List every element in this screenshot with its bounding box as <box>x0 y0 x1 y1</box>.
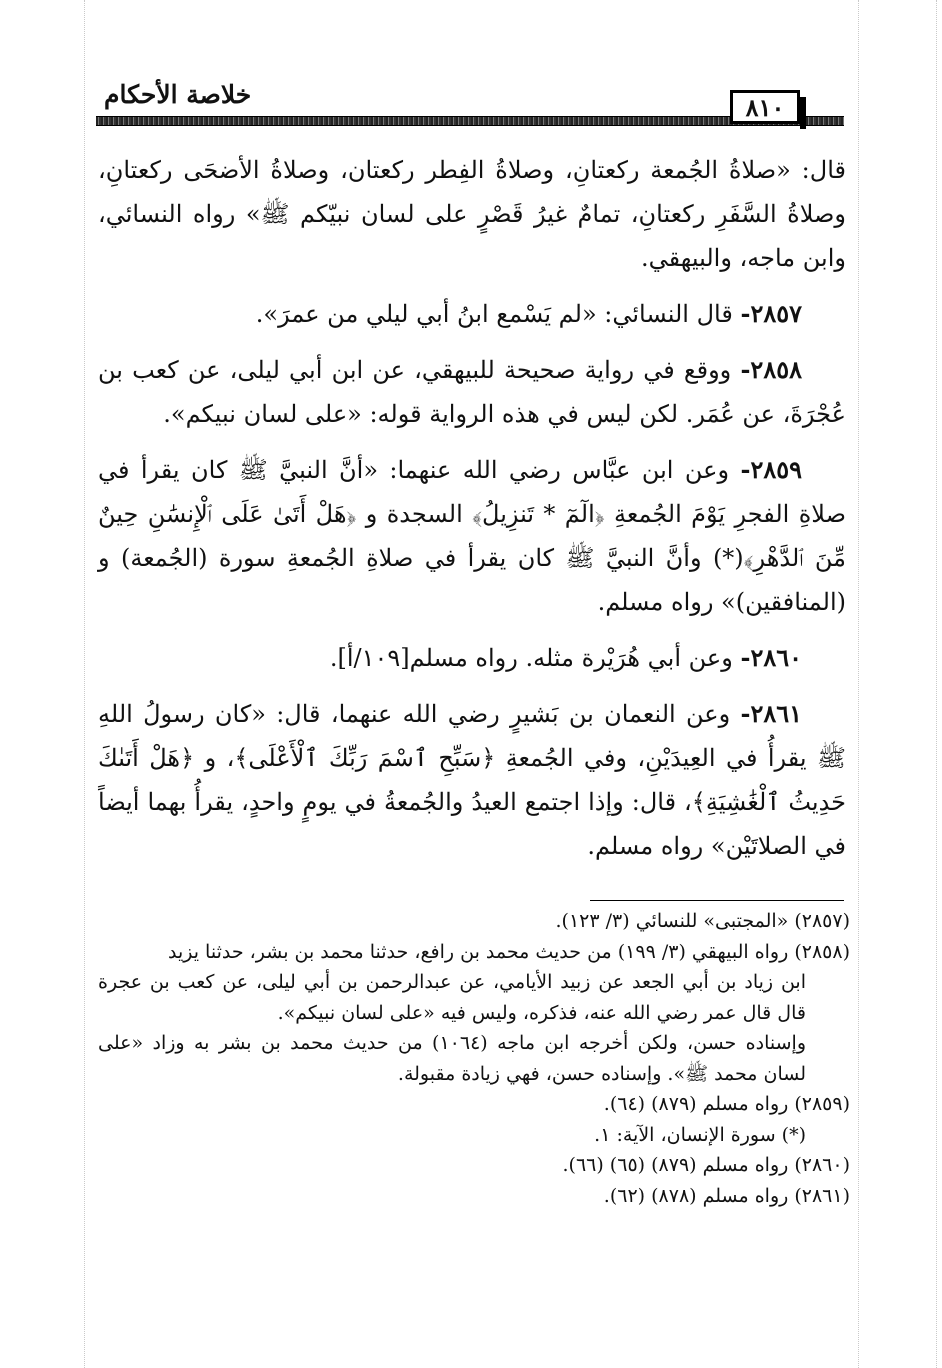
paragraph-text: وعن ابن عبَّاس رضي الله عنهما: «أنَّ النبيَّ ﷺ كان يقرأ في صلاةِ الفجرِ يَوْمَ الجُمعةِ ﴿الٓمٓ * تَنزِيلُ﴾ السجدة و ﴿هَلْ أَتَىٰ عَلَى ٱلْإِنسَٰنِ حِينٌ مِّنَ ٱلدَّهْرِ﴾(*) وأنَّ النبيَّ ﷺ كان يقرأ في صلاةِ الجُمعةِ سورة (الجُمعة) و (المنافقين)» رواه مسلم. <box>98 456 846 616</box>
paragraph-text: قال النسائي: «لم يَسْمع ابنُ أبي ليلي من عمرَ». <box>255 300 733 328</box>
page-number-box <box>730 90 800 124</box>
scan-artifact-line <box>84 0 85 1368</box>
footnote: (٢٨٥٩) رواه مسلم (٨٧٩) (٦٤). <box>603 1093 850 1115</box>
hadith-number: ٢٨٦١- <box>740 699 802 728</box>
hadith-paragraph <box>98 448 846 624</box>
hadith-paragraph <box>98 692 846 868</box>
page-number: ٨١٠ <box>745 92 785 122</box>
hadith-number: ٢٨٥٨- <box>740 355 802 384</box>
paragraph-text: ووقع في رواية صحيحة للبيهقي، عن ابن أبي ليلى، عن كعب بن عُجْرَةَ، عن عُمَر. لكن ليس في هذه الرواية قوله: «على لسان نبيكم». <box>98 356 846 428</box>
footnote: (٢٨٦١) رواه مسلم (٨٧٨) (٦٢). <box>603 1184 850 1207</box>
page-header <box>96 70 844 130</box>
hadith-number: ٢٨٦٠- <box>740 643 802 672</box>
hadith-number: ٢٨٥٩- <box>740 455 802 484</box>
footnote: (٢٨٥٨) رواه البيهقي (٣/ ١٩٩) من حديث محمد بن رافع، حدثنا محمد بن بشر، حدثنا يزيد <box>167 940 850 963</box>
main-text <box>98 148 846 880</box>
footnotes <box>98 906 850 1211</box>
footnote: (٢٨٦٠) رواه مسلم (٨٧٩) (٦٥) (٦٦). <box>562 1154 850 1176</box>
footnote-separator <box>590 900 844 901</box>
footnote: (٢٨٥٧) «المجتبى» للنسائي (٣/ ١٢٣). <box>555 910 850 932</box>
paragraph-text: قال: «صلاةُ الجُمعة ركعتانِ، وصلاةُ الفِطر ركعتان، وصلاةُ الأضحَى ركعتانِ، وصلاةُ السَّفَرِ ركعتانِ، تمامٌ غيرُ قَصْرٍ على لسان نبيّكم ﷺ» رواه النسائي، وابن ماجه، والبيهقي. <box>98 156 847 272</box>
scan-artifact-line <box>858 0 859 1368</box>
footnote-continuation: ابن زياد بن أبي الجعد عن زبيد الأيامي، عن عبدالرحمن بن أبي ليلى، عن كعب بن عجرة قال قال عمر رضي الله عنه، فذكره، وليس فيه «على لسان نبيكم». <box>98 971 806 1024</box>
footnote-star: (*) سورة الإنسان، الآية: ١. <box>594 1123 806 1146</box>
footnote-continuation: وإسناده حسن، ولكن أخرجه ابن ماجه (١٠٦٤) من حديث محمد بن بشر به وزاد «على لسان محمد ﷺ». وإسناده حسن، فهي زيادة مقبولة. <box>98 1032 806 1085</box>
paragraph-text: وعن أبي هُرَيْرة مثله. رواه مسلم[١٠٩/أ]. <box>329 644 733 672</box>
scan-artifact-line <box>936 0 937 1368</box>
running-title: خلاصة الأحكام <box>104 80 252 109</box>
hadith-paragraph <box>98 292 846 336</box>
page-number-shadow <box>800 97 806 129</box>
hadith-paragraph <box>98 636 846 680</box>
hadith-paragraph <box>98 148 846 280</box>
hadith-number: ٢٨٥٧- <box>740 299 802 328</box>
hadith-paragraph <box>98 348 846 436</box>
paragraph-text: وعن النعمان بن بَشيرٍ رضي الله عنهما، قال: «كان رسولُ اللهِ ﷺ يقرأُ في العِيدَيْنِ، وفي الجُمعةِ ﴿سَبِّحِ ٱسْمَ رَبِّكَ ٱلْأَعْلَى﴾، و ﴿هَلْ أَتَىٰكَ حَدِيثُ ٱلْغَٰشِيَةِ﴾، قال: وإذا اجتمع العيدُ والجُمعةُ في يومٍ واحدٍ، يقرأُ بهما أيضاً في الصلاتَيْن» رواه مسلم. <box>98 700 846 860</box>
